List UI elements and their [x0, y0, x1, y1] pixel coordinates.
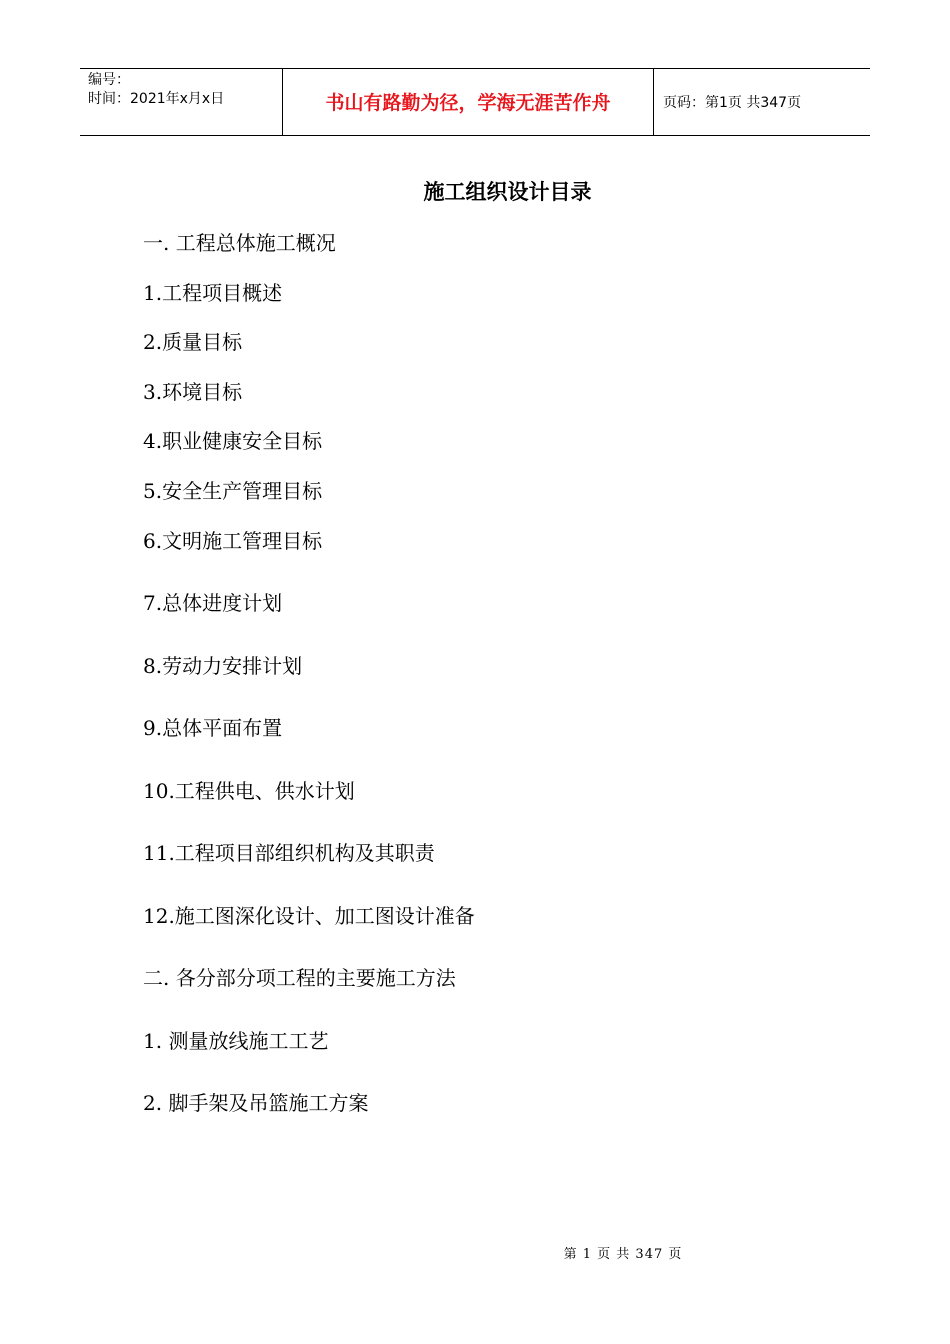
page-footer: 第 1 页 共 347 页: [563, 1247, 683, 1262]
toc-item: 4.职业健康安全目标: [143, 429, 323, 453]
toc-item: 11.工程项目部组织机构及其职责: [143, 841, 435, 865]
toc-item: 9.总体平面布置: [143, 716, 283, 740]
toc-item: 6.文明施工管理目标: [143, 529, 323, 553]
header-number-label: 编号：: [88, 72, 130, 88]
header-info-cell: [80, 69, 282, 135]
page-header: [80, 68, 870, 136]
toc-item: 一. 工程总体施工概况: [143, 231, 336, 255]
header-page-info: 页码：第1页 共347页: [663, 95, 802, 111]
toc-item: 1. 测量放线施工工艺: [143, 1029, 329, 1053]
toc-item: 2.质量目标: [143, 330, 243, 354]
toc-item: 3.环境目标: [143, 380, 243, 404]
toc-item: 二. 各分部分项工程的主要施工方法: [143, 966, 456, 990]
toc-item: 2. 脚手架及吊篮施工方案: [143, 1091, 369, 1115]
toc-item: 10.工程供电、供水计划: [143, 779, 355, 803]
toc-item: 5.安全生产管理目标: [143, 479, 323, 503]
toc-item: 12.施工图深化设计、加工图设计准备: [143, 904, 475, 928]
toc-item: 1.工程项目概述: [143, 281, 283, 305]
document-title: 施工组织设计目录: [423, 180, 592, 204]
header-motto-cell: [282, 69, 654, 135]
header-motto: 书山有路勤为径，学海无涯苦作舟: [325, 92, 611, 114]
toc-item: 8.劳动力安排计划: [143, 654, 303, 678]
header-time-label: 时间：2021年x月x日: [88, 91, 225, 107]
header-page-cell: [654, 69, 870, 135]
toc-item: 7.总体进度计划: [143, 591, 283, 615]
